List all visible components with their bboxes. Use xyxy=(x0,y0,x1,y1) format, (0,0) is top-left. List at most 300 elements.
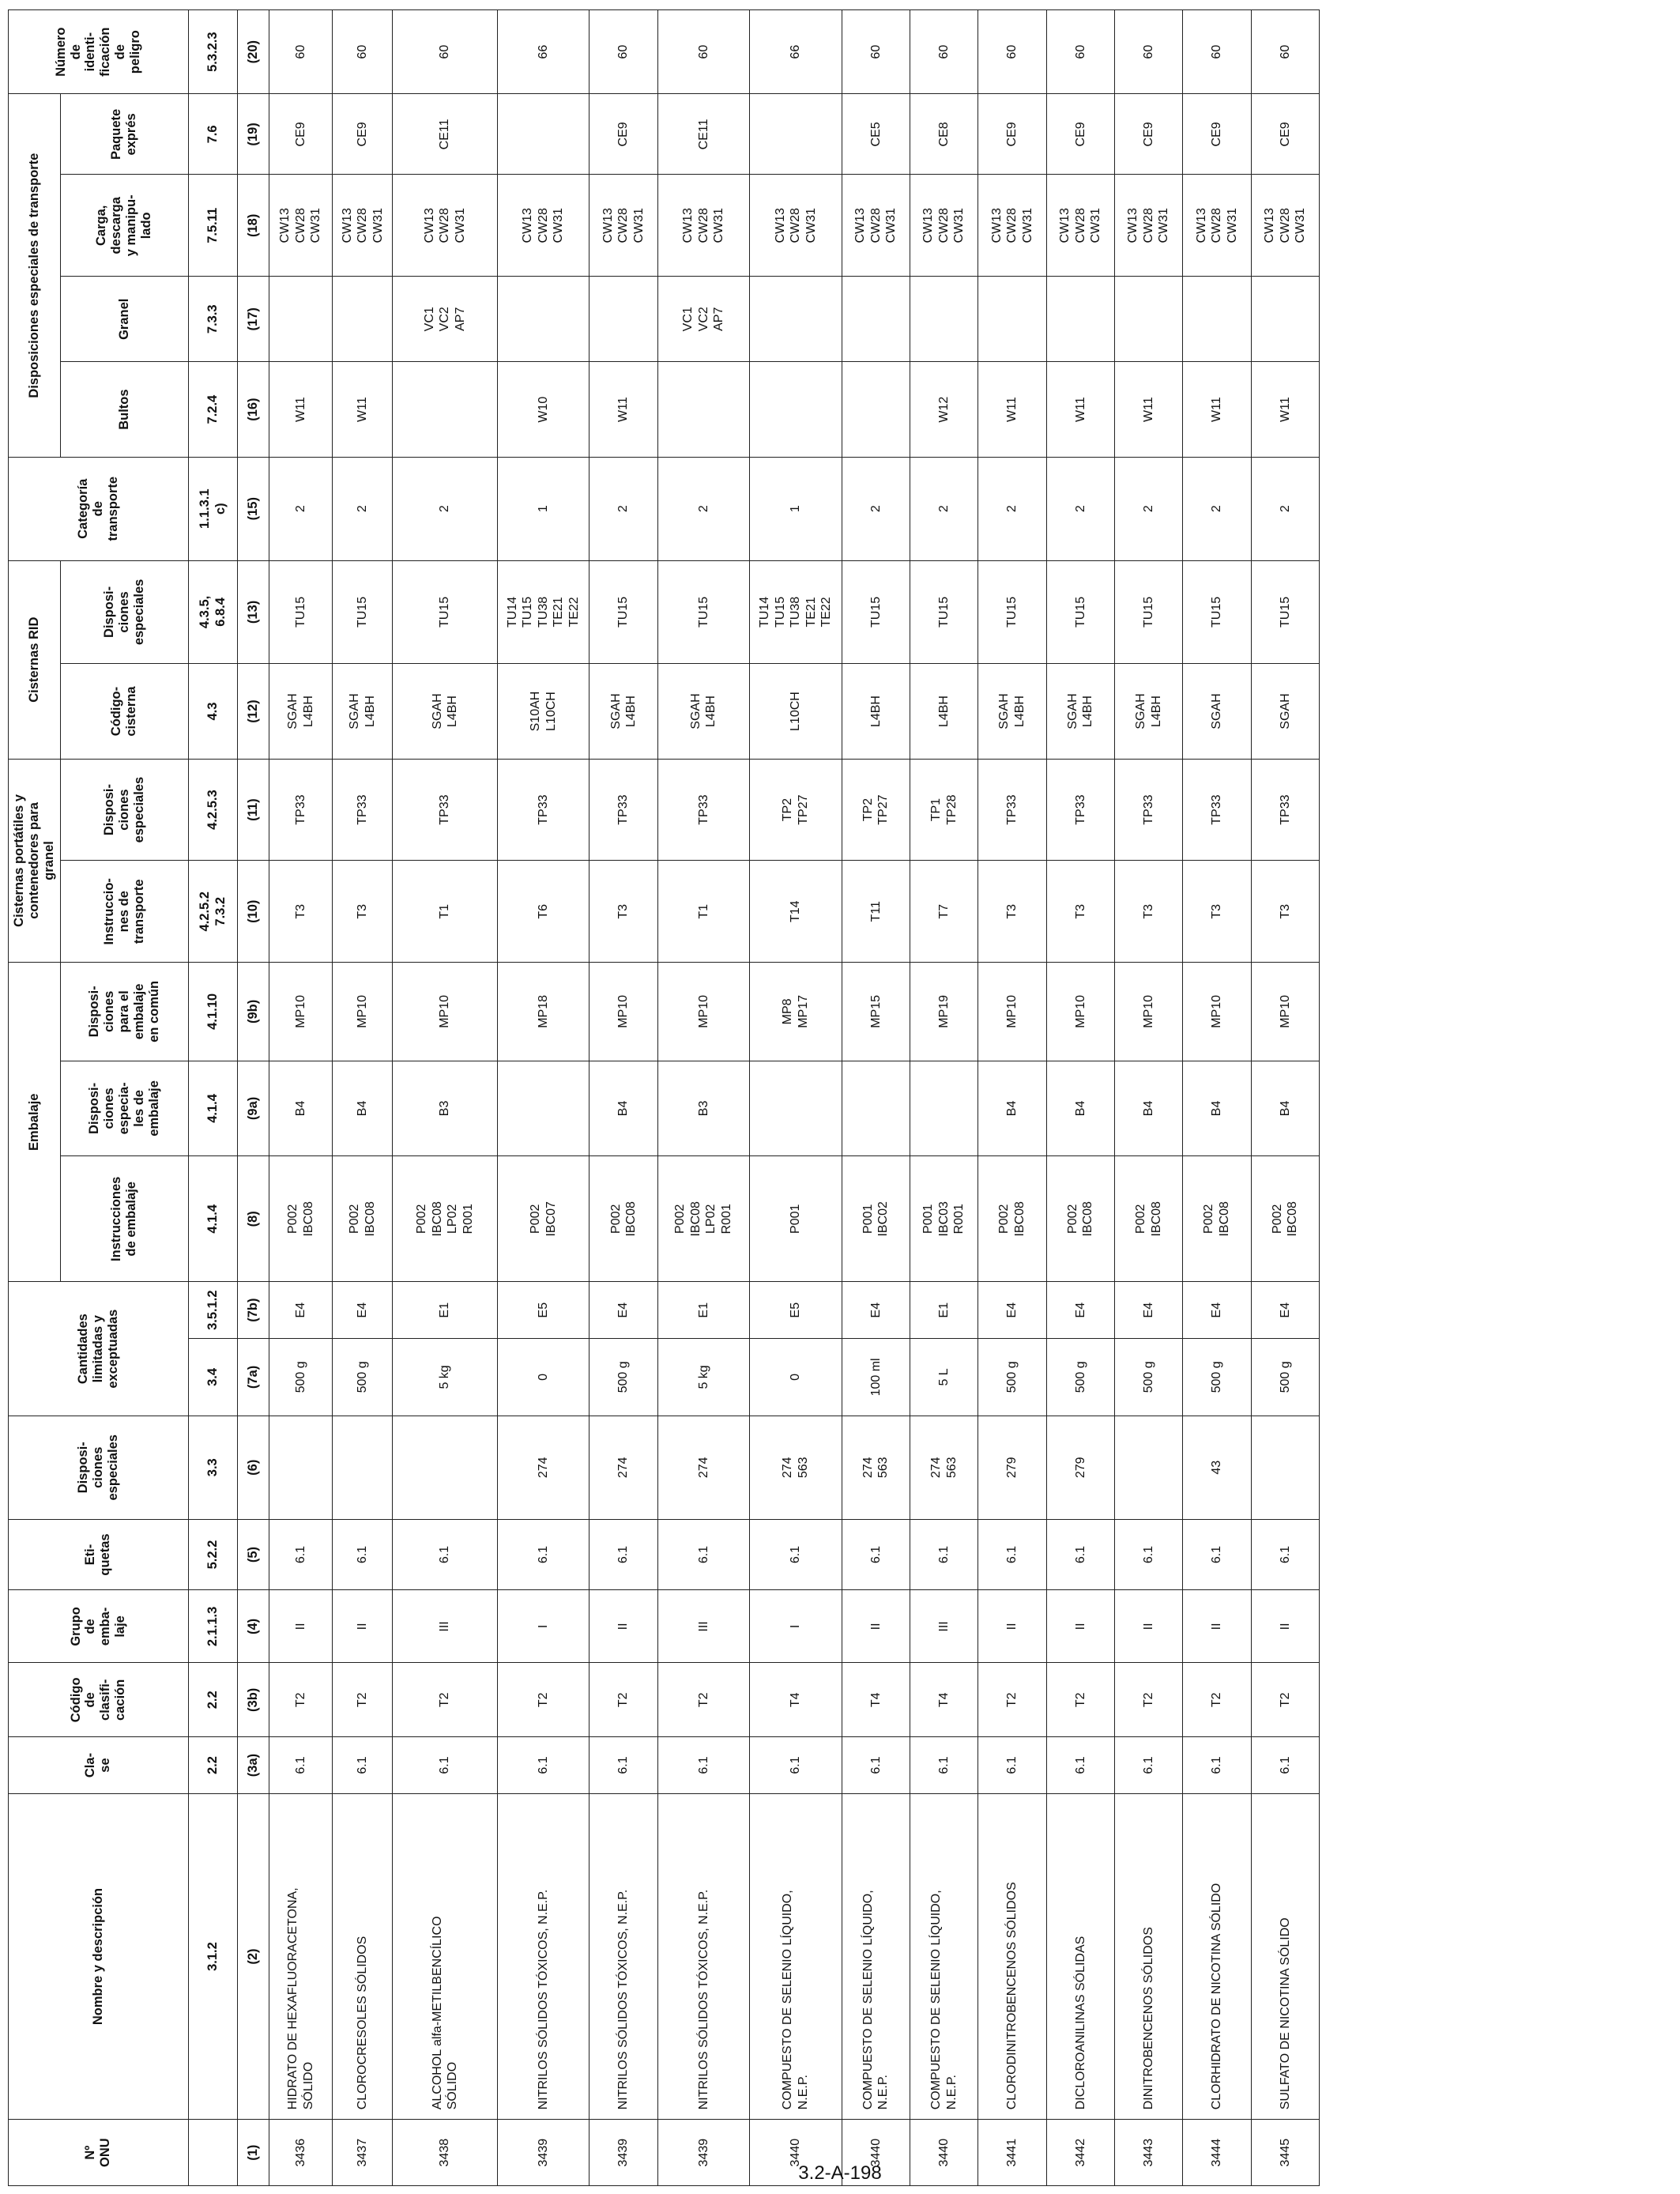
table-cell: W11 xyxy=(1046,362,1114,457)
col-number: (7b) xyxy=(237,1282,269,1338)
table-cell: 0 xyxy=(497,1338,589,1416)
ref-cell: 3.1.2 xyxy=(188,1793,237,2120)
table-cell: 60 xyxy=(1183,10,1251,94)
table-cell: B3 xyxy=(657,1061,749,1155)
table-cell: E1 xyxy=(910,1282,977,1338)
table-cell: 100 ml xyxy=(842,1338,910,1416)
table-cell: T2 xyxy=(978,1663,1046,1737)
table-cell: II xyxy=(269,1590,332,1663)
table-cell xyxy=(910,1061,977,1155)
table-cell: MP18 xyxy=(497,963,589,1061)
table-cell: TU15 xyxy=(1251,560,1319,664)
table-cell xyxy=(269,277,332,362)
table-cell: CE9 xyxy=(1046,94,1114,175)
header-class: Cla- se xyxy=(9,1737,189,1793)
table-cell: MP10 xyxy=(269,963,332,1061)
table-cell: TP33 xyxy=(1046,759,1114,861)
ref-cell: 3.3 xyxy=(188,1416,237,1519)
table-row xyxy=(978,10,1046,2186)
table-cell: E4 xyxy=(1183,1282,1251,1338)
table-cell: T3 xyxy=(1046,861,1114,963)
table-cell: L10CH xyxy=(750,664,842,759)
table-cell: 0 xyxy=(750,1338,842,1416)
table-cell: T2 xyxy=(333,1663,393,1737)
table-cell xyxy=(842,1061,910,1155)
table-cell: T6 xyxy=(497,861,589,963)
table-cell: CE9 xyxy=(269,94,332,175)
table-cell: E4 xyxy=(842,1282,910,1338)
table-cell: CE9 xyxy=(1114,94,1182,175)
table-cell: 2 xyxy=(910,457,977,560)
table-cell: P002 IBC08 xyxy=(978,1156,1046,1282)
table-cell: 6.1 xyxy=(497,1519,589,1590)
table-cell: 2 xyxy=(842,457,910,560)
table-cell: T1 xyxy=(393,861,498,963)
table-cell: T11 xyxy=(842,861,910,963)
header-packing-instructions: Instrucciones de embalaje xyxy=(60,1156,188,1282)
table-cell: CW13 CW28 CW31 xyxy=(910,175,977,277)
table-cell xyxy=(497,277,589,362)
table-cell: P001 IBC02 xyxy=(842,1156,910,1282)
col-number: (4) xyxy=(237,1590,269,1663)
table-cell: CW13 CW28 CW31 xyxy=(393,175,498,277)
ref-cell: 7.6 xyxy=(188,94,237,175)
table-cell: 6.1 xyxy=(842,1737,910,1793)
table-cell: P002 IBC08 xyxy=(1183,1156,1251,1282)
table-cell: MP10 xyxy=(393,963,498,1061)
table-cell: T14 xyxy=(750,861,842,963)
substance-name-cell: ALCOHOL alfa-METILBENCÍLICO SÓLIDO xyxy=(393,1793,498,2120)
table-cell: MP10 xyxy=(1251,963,1319,1061)
table-cell: 500 g xyxy=(1183,1338,1251,1416)
table-cell: 500 g xyxy=(1114,1338,1182,1416)
table-cell: SGAH L4BH xyxy=(1046,664,1114,759)
col-number: (13) xyxy=(237,560,269,664)
table-cell: SGAH L4BH xyxy=(269,664,332,759)
table-cell: B4 xyxy=(333,1061,393,1155)
header-portable-tanks: Cisternas portátiles y contenedores para granel xyxy=(9,759,61,962)
page-number: 3.2-A-198 xyxy=(798,2162,882,2184)
table-cell: E1 xyxy=(657,1282,749,1338)
table-cell: CW13 CW28 CW31 xyxy=(842,175,910,277)
header-mixed-packing: Disposi- ciones para el embalaje en común xyxy=(60,963,188,1061)
table-cell: TU15 xyxy=(978,560,1046,664)
header-limited-qty: Cantidades limitadas y exceptuadas xyxy=(9,1282,189,1416)
table-cell: 6.1 xyxy=(1114,1737,1182,1793)
table-cell: 6.1 xyxy=(1046,1737,1114,1793)
table-cell: CE9 xyxy=(978,94,1046,175)
table-cell: T7 xyxy=(910,861,977,963)
table-cell: 6.1 xyxy=(657,1737,749,1793)
ref-cell: 2.2 xyxy=(188,1663,237,1737)
un-number-cell: 3440 xyxy=(842,2120,910,2186)
table-cell: TP33 xyxy=(590,759,657,861)
header-tank-instructions: Instruccio- nes de transporte xyxy=(60,861,188,963)
table-cell: E4 xyxy=(978,1282,1046,1338)
col-number: (9b) xyxy=(237,963,269,1061)
header-tank-code: Código- cisterna xyxy=(60,664,188,759)
table-cell: 6.1 xyxy=(1114,1519,1182,1590)
table-row xyxy=(1183,10,1251,2186)
table-cell: 6.1 xyxy=(750,1737,842,1793)
table-cell: TP33 xyxy=(393,759,498,861)
ref-cell: 7.2.4 xyxy=(188,362,237,457)
table-cell: 6.1 xyxy=(393,1519,498,1590)
table-cell: E4 xyxy=(333,1282,393,1338)
reference-row xyxy=(188,10,237,2186)
table-cell: B4 xyxy=(590,1061,657,1155)
un-number-cell: 3440 xyxy=(750,2120,842,2186)
table-row xyxy=(1046,10,1114,2186)
substance-name-cell: CLORHIDRATO DE NICOTINA SÓLIDO xyxy=(1183,1793,1251,2120)
table-cell: B4 xyxy=(1046,1061,1114,1155)
table-cell: III xyxy=(393,1590,498,1663)
table-cell: II xyxy=(1183,1590,1251,1663)
table-row xyxy=(1114,10,1182,2186)
table-cell: TP33 xyxy=(1183,759,1251,861)
table-cell: 60 xyxy=(910,10,977,94)
rotated-table-container xyxy=(8,9,1320,2186)
table-cell xyxy=(333,277,393,362)
table-cell: TP33 xyxy=(269,759,332,861)
table-cell: MP10 xyxy=(1183,963,1251,1061)
table-cell: B3 xyxy=(393,1061,498,1155)
table-cell: 274 563 xyxy=(842,1416,910,1519)
ref-cell: 1.1.3.1 c) xyxy=(188,457,237,560)
ref-cell: 4.3.5, 6.8.4 xyxy=(188,560,237,664)
table-cell xyxy=(657,362,749,457)
table-cell: 2 xyxy=(1183,457,1251,560)
header-name: Nombre y descripción xyxy=(9,1793,189,2120)
col-number: (17) xyxy=(237,277,269,362)
table-cell: W11 xyxy=(1114,362,1182,457)
table-cell: T4 xyxy=(910,1663,977,1737)
table-cell: 6.1 xyxy=(842,1519,910,1590)
table-cell: CW13 CW28 CW31 xyxy=(750,175,842,277)
header-class-code: Código de clasifi- cación xyxy=(9,1663,189,1737)
header-packages: Bultos xyxy=(60,362,188,457)
table-cell: 60 xyxy=(1251,10,1319,94)
table-cell: 6.1 xyxy=(333,1519,393,1590)
table-cell: P001 IBC03 R001 xyxy=(910,1156,977,1282)
substance-name-cell: DICLOROANILINAS SÓLIDAS xyxy=(1046,1793,1114,2120)
table-cell: TU15 xyxy=(842,560,910,664)
table-cell: 60 xyxy=(1046,10,1114,94)
ref-cell: 3.4 xyxy=(188,1338,237,1416)
table-cell: TP33 xyxy=(1114,759,1182,861)
table-cell xyxy=(750,277,842,362)
un-number-cell: 3440 xyxy=(910,2120,977,2186)
table-cell: TU15 xyxy=(1183,560,1251,664)
table-cell: 279 xyxy=(1046,1416,1114,1519)
table-cell: CE5 xyxy=(842,94,910,175)
dangerous-goods-table xyxy=(8,9,1320,2186)
table-cell xyxy=(1251,277,1319,362)
col-number: (12) xyxy=(237,664,269,759)
table-cell: CW13 CW28 CW31 xyxy=(1114,175,1182,277)
table-cell: B4 xyxy=(1251,1061,1319,1155)
table-cell: T2 xyxy=(497,1663,589,1737)
table-cell: B4 xyxy=(269,1061,332,1155)
table-cell: W10 xyxy=(497,362,589,457)
table-row xyxy=(1251,10,1319,2186)
table-cell: CE11 xyxy=(657,94,749,175)
table-cell: 6.1 xyxy=(1251,1519,1319,1590)
table-cell: TP1 TP28 xyxy=(910,759,977,861)
header-special-provisions: Disposi- ciones especiales xyxy=(9,1416,189,1519)
table-cell: MP19 xyxy=(910,963,977,1061)
table-cell: VC1 VC2 AP7 xyxy=(657,277,749,362)
table-row xyxy=(497,10,589,2186)
table-cell: 2 xyxy=(1251,457,1319,560)
table-cell: SGAH xyxy=(1251,664,1319,759)
table-cell: II xyxy=(1251,1590,1319,1663)
table-cell xyxy=(1114,1416,1182,1519)
table-cell: MP10 xyxy=(590,963,657,1061)
ref-cell: 4.1.10 xyxy=(188,963,237,1061)
table-cell: TU14 TU15 TU38 TE21 TE22 xyxy=(750,560,842,664)
table-cell: 60 xyxy=(978,10,1046,94)
substance-name-cell: COMPUESTO DE SELENIO LÍQUIDO, N.E.P. xyxy=(842,1793,910,2120)
un-number-cell: 3437 xyxy=(333,2120,393,2186)
table-cell: E4 xyxy=(1114,1282,1182,1338)
table-cell: T3 xyxy=(1251,861,1319,963)
table-cell: 500 g xyxy=(1251,1338,1319,1416)
table-cell: 2 xyxy=(590,457,657,560)
table-cell: MP8 MP17 xyxy=(750,963,842,1061)
col-number: (2) xyxy=(237,1793,269,2120)
table-cell: T4 xyxy=(750,1663,842,1737)
table-cell xyxy=(269,1416,332,1519)
table-row xyxy=(750,10,842,2186)
table-cell: TP2 TP27 xyxy=(750,759,842,861)
substance-name-cell: COMPUESTO DE SELENIO LÍQUIDO, N.E.P. xyxy=(910,1793,977,2120)
table-cell: TU15 xyxy=(1114,560,1182,664)
substance-name-cell: CLORODINITROBENCENOS SÓLIDOS xyxy=(978,1793,1046,2120)
table-cell: W11 xyxy=(1251,362,1319,457)
header-special-packing: Disposi- ciones especia- les de embalaje xyxy=(60,1061,188,1155)
header-transport-provisions: Disposiciones especiales de transporte xyxy=(9,94,61,458)
table-cell: CW13 CW28 CW31 xyxy=(1183,175,1251,277)
col-number: (8) xyxy=(237,1156,269,1282)
un-number-cell: 3444 xyxy=(1183,2120,1251,2186)
table-cell: 6.1 xyxy=(1046,1519,1114,1590)
table-cell: 66 xyxy=(750,10,842,94)
table-cell xyxy=(1114,277,1182,362)
table-cell: 500 g xyxy=(590,1338,657,1416)
table-cell: P002 IBC08 xyxy=(590,1156,657,1282)
table-cell: P002 IBC07 xyxy=(497,1156,589,1282)
table-cell: 6.1 xyxy=(910,1519,977,1590)
table-cell: MP10 xyxy=(657,963,749,1061)
table-cell: CW13 CW28 CW31 xyxy=(978,175,1046,277)
table-cell: L4BH xyxy=(842,664,910,759)
un-number-cell: 3445 xyxy=(1251,2120,1319,2186)
table-cell: SGAH L4BH xyxy=(1114,664,1182,759)
table-cell: 6.1 xyxy=(590,1519,657,1590)
header-tank-special: Disposi- ciones especiales xyxy=(60,759,188,861)
table-cell: 500 g xyxy=(269,1338,332,1416)
un-number-cell: 3443 xyxy=(1114,2120,1182,2186)
table-cell: T3 xyxy=(1183,861,1251,963)
table-row xyxy=(657,10,749,2186)
table-cell: 6.1 xyxy=(269,1519,332,1590)
table-cell: 66 xyxy=(497,10,589,94)
substance-name-cell: SULFATO DE NICOTINA SÓLIDO xyxy=(1251,1793,1319,2120)
table-cell: 274 xyxy=(657,1416,749,1519)
table-cell xyxy=(750,94,842,175)
col-number: (20) xyxy=(237,10,269,94)
table-cell: P001 xyxy=(750,1156,842,1282)
table-cell: 2 xyxy=(333,457,393,560)
header-rid-special: Disposi- ciones especiales xyxy=(60,560,188,664)
table-cell: CW13 CW28 CW31 xyxy=(1251,175,1319,277)
table-cell: CE11 xyxy=(393,94,498,175)
un-number-cell: 3439 xyxy=(657,2120,749,2186)
table-cell: 1 xyxy=(497,457,589,560)
table-cell: 60 xyxy=(1114,10,1182,94)
table-cell: III xyxy=(910,1590,977,1663)
header-loading: Carga, descarga y manipu- lado xyxy=(60,175,188,277)
table-cell: TP33 xyxy=(1251,759,1319,861)
table-cell: 500 g xyxy=(1046,1338,1114,1416)
table-cell: 6.1 xyxy=(657,1519,749,1590)
table-cell: 60 xyxy=(269,10,332,94)
header-un-no: Nº ONU xyxy=(9,2120,189,2186)
table-cell xyxy=(1046,277,1114,362)
table-cell: T3 xyxy=(269,861,332,963)
table-cell: 2 xyxy=(1114,457,1182,560)
substance-name-cell: COMPUESTO DE SELENIO LÍQUIDO, N.E.P. xyxy=(750,1793,842,2120)
ref-cell: 2.1.1.3 xyxy=(188,1590,237,1663)
table-cell: I xyxy=(497,1590,589,1663)
table-cell: 5 L xyxy=(910,1338,977,1416)
table-cell: B4 xyxy=(1114,1061,1182,1155)
table-cell: E4 xyxy=(1251,1282,1319,1338)
table-cell: CE9 xyxy=(1251,94,1319,175)
col-number: (16) xyxy=(237,362,269,457)
table-cell: CW13 CW28 CW31 xyxy=(497,175,589,277)
table-cell: 6.1 xyxy=(590,1737,657,1793)
table-cell: II xyxy=(842,1590,910,1663)
table-cell: T3 xyxy=(590,861,657,963)
header-rid-tanks: Cisternas RID xyxy=(9,560,61,759)
table-cell: T2 xyxy=(1183,1663,1251,1737)
ref-cell: 3.5.1.2 xyxy=(188,1282,237,1338)
table-cell: E4 xyxy=(1046,1282,1114,1338)
table-cell: P002 IBC08 xyxy=(1046,1156,1114,1282)
table-cell: TP2 TP27 xyxy=(842,759,910,861)
table-row xyxy=(393,10,498,2186)
table-cell: 5 kg xyxy=(393,1338,498,1416)
table-cell: 6.1 xyxy=(1183,1519,1251,1590)
table-cell: 60 xyxy=(657,10,749,94)
table-cell: 2 xyxy=(657,457,749,560)
ref-cell: 7.5.11 xyxy=(188,175,237,277)
un-number-cell: 3436 xyxy=(269,2120,332,2186)
table-cell: T3 xyxy=(978,861,1046,963)
substance-name-cell: NITRILOS SÓLIDOS TÓXICOS, N.E.P. xyxy=(590,1793,657,2120)
table-cell: T2 xyxy=(269,1663,332,1737)
table-row xyxy=(910,10,977,2186)
ref-cell: 4.1.4 xyxy=(188,1156,237,1282)
table-cell: SGAH L4BH xyxy=(657,664,749,759)
table-cell: CE8 xyxy=(910,94,977,175)
col-number: (5) xyxy=(237,1519,269,1590)
header-labels: Eti- quetas xyxy=(9,1519,189,1590)
table-cell xyxy=(750,1061,842,1155)
ref-cell: 4.2.5.2 7.3.2 xyxy=(188,861,237,963)
table-cell: 6.1 xyxy=(910,1737,977,1793)
table-cell: B4 xyxy=(1183,1061,1251,1155)
table-cell xyxy=(910,277,977,362)
ref-cell: 4.1.4 xyxy=(188,1061,237,1155)
table-cell: SGAH L4BH xyxy=(393,664,498,759)
table-cell: T1 xyxy=(657,861,749,963)
col-number: (15) xyxy=(237,457,269,560)
table-cell: 5 kg xyxy=(657,1338,749,1416)
table-cell: E4 xyxy=(590,1282,657,1338)
table-cell xyxy=(497,1061,589,1155)
table-cell: TU14 TU15 TU38 TE21 TE22 xyxy=(497,560,589,664)
table-cell: W11 xyxy=(978,362,1046,457)
table-cell: TU15 xyxy=(590,560,657,664)
table-cell: E4 xyxy=(269,1282,332,1338)
table-cell: T2 xyxy=(590,1663,657,1737)
table-cell: TU15 xyxy=(333,560,393,664)
table-cell: TP33 xyxy=(978,759,1046,861)
col-number: (9a) xyxy=(237,1061,269,1155)
table-cell: 500 g xyxy=(978,1338,1046,1416)
table-cell: T2 xyxy=(393,1663,498,1737)
table-cell xyxy=(497,94,589,175)
table-cell xyxy=(750,362,842,457)
un-number-cell: 3438 xyxy=(393,2120,498,2186)
table-cell: CW13 CW28 CW31 xyxy=(333,175,393,277)
table-cell: 60 xyxy=(393,10,498,94)
table-cell: T2 xyxy=(1046,1663,1114,1737)
table-cell: MP10 xyxy=(1114,963,1182,1061)
table-cell: P002 IBC08 xyxy=(333,1156,393,1282)
table-cell xyxy=(842,277,910,362)
table-cell: 1 xyxy=(750,457,842,560)
table-cell: 274 xyxy=(590,1416,657,1519)
substance-name-cell: NITRILOS SÓLIDOS TÓXICOS, N.E.P. xyxy=(657,1793,749,2120)
table-cell: 60 xyxy=(842,10,910,94)
header-hazard-id: Número de identi- ficación de peligro xyxy=(9,10,189,94)
table-cell: T3 xyxy=(1114,861,1182,963)
table-cell: 6.1 xyxy=(497,1737,589,1793)
table-cell: 2 xyxy=(393,457,498,560)
table-cell: 279 xyxy=(978,1416,1046,1519)
table-cell: E5 xyxy=(497,1282,589,1338)
col-number: (3b) xyxy=(237,1663,269,1737)
col-number: (11) xyxy=(237,759,269,861)
table-cell xyxy=(393,362,498,457)
table-cell: VC1 VC2 AP7 xyxy=(393,277,498,362)
table-cell: 2 xyxy=(978,457,1046,560)
table-cell: W11 xyxy=(1183,362,1251,457)
table-cell: TP33 xyxy=(333,759,393,861)
table-cell: TU15 xyxy=(269,560,332,664)
table-cell: TU15 xyxy=(393,560,498,664)
header-bulk: Granel xyxy=(60,277,188,362)
table-cell: P002 IBC08 xyxy=(269,1156,332,1282)
table-cell: P002 IBC08 xyxy=(1251,1156,1319,1282)
table-cell: 6.1 xyxy=(1183,1737,1251,1793)
table-cell xyxy=(333,1416,393,1519)
table-cell: MP10 xyxy=(1046,963,1114,1061)
